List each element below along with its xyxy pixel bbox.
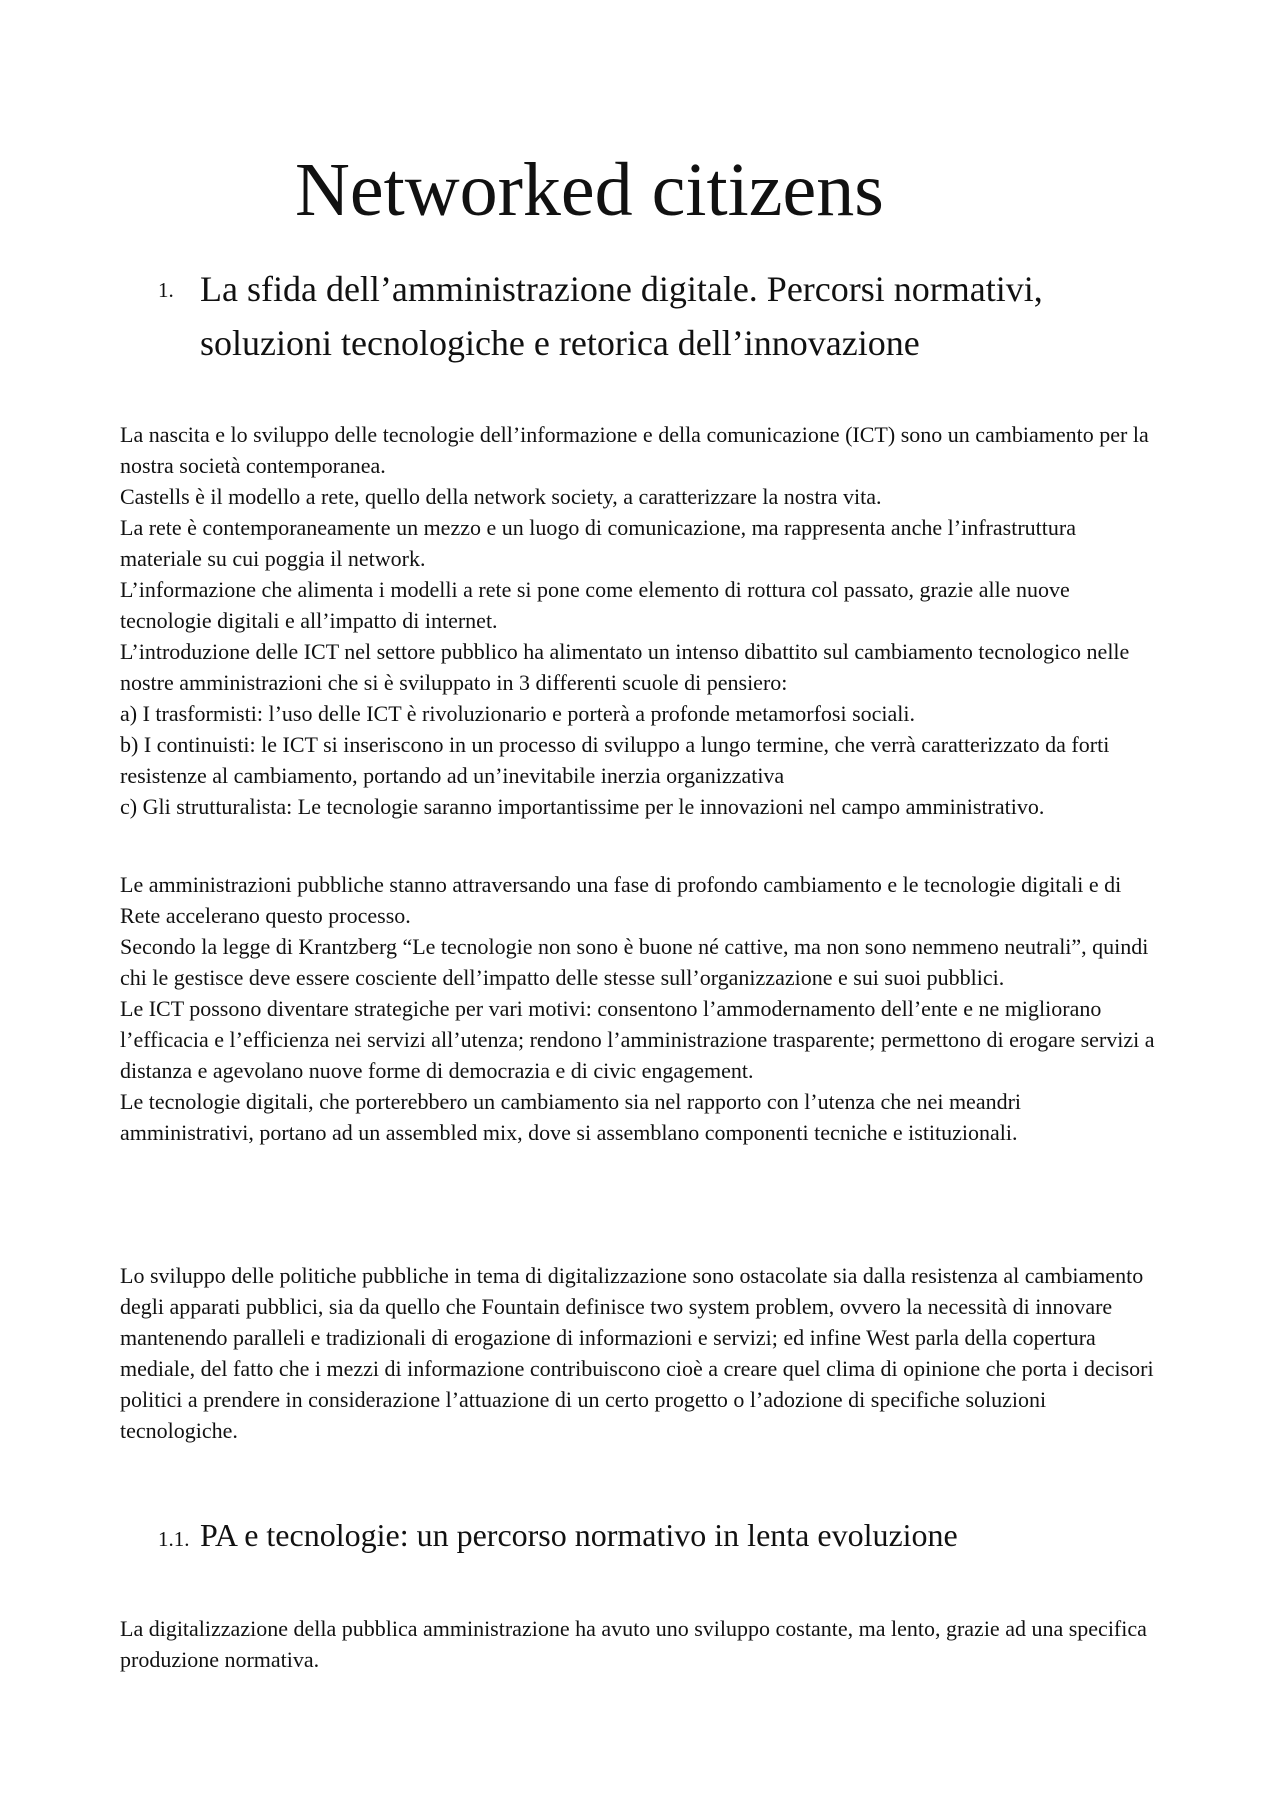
- paragraph: Le amministrazioni pubbliche stanno attraversando una fase di profondo cambiamento e le tecnologie digitali e di Rete accelerano questo processo.: [120, 872, 1122, 928]
- paragraph: Secondo la legge di Krantzberg “Le tecnologie non sono è buone né cattive, ma non sono nemmeno neutrali”, quindi chi le gestisce deve essere cosciente dell’impatto delle stesse sull’organizzazione e sui suoi pubblici.: [120, 934, 1149, 990]
- paragraph: Le tecnologie digitali, che porterebbero un cambiamento sia nel rapporto con l’utenza che nei meandri amministrativi, portano ad un assembled mix, dove si assemblano componenti tecniche e istituzionali.: [120, 1089, 1022, 1145]
- list-item: a) I trasformisti: l’uso delle ICT è rivoluzionario e porterà a profonde metamorfosi sociali.: [120, 701, 916, 726]
- section-heading-line-1: La sfida dell’amministrazione digitale. Percorsi normativi,: [200, 269, 1043, 309]
- paragraph: La nascita e lo sviluppo delle tecnologie dell’informazione e della comunicazione (ICT) sono un cambiamento per la nostra società contemporanea.: [120, 422, 1149, 478]
- subsection-number: 1.1.: [158, 1527, 190, 1551]
- paragraph: L’introduzione delle ICT nel settore pubblico ha alimentato un intenso dibattito sul cambiamento tecnologico nelle nostre amministrazioni che si è sviluppato in 3 differenti scuole di pensiero:: [120, 639, 1130, 695]
- section-number: 1.: [158, 278, 174, 302]
- paragraph-block-digitalization: [120, 1613, 1160, 1675]
- paragraph: La rete è contemporaneamente un mezzo e un luogo di comunicazione, ma rappresenta anche l’infrastruttura materiale su cui poggia il network.: [120, 515, 1076, 571]
- paragraph: Lo sviluppo delle politiche pubbliche in tema di digitalizzazione sono ostacolate sia dalla resistenza al cambiamento degli apparati pubblici, sia da quello che Fountain definisce two system problem, ovvero la necessità di innovare mantenendo paralleli e tradizionali di erogazione di informazioni e servizi; ed infine West parla della copertura mediale, del fatto che i mezzi di informazione contribuiscono cioè a creare quel clima di opinione che porta i decisori politici a prendere in considerazione l’attuazione di un certo progetto o l’adozione di specifiche soluzioni tecnologiche.: [120, 1263, 1154, 1443]
- section-heading-1: [158, 262, 1158, 370]
- paragraph: Le ICT possono diventare strategiche per vari motivi: consentono l’ammodernamento dell’ente e ne migliorano l’efficacia e l’efficienza nei servizi all’utenza; rendono l’amministrazione trasparente; permettono di erogare servizi a distanza e agevolano nuove forme di democrazia e di civic engagement.: [120, 996, 1155, 1083]
- paragraph: Castells è il modello a rete, quello della network society, a caratterizzare la nostra vita.: [120, 484, 882, 509]
- subsection-heading-text: PA e tecnologie: un percorso normativo in lenta evoluzione: [200, 1517, 958, 1553]
- document-title: Networked citizens: [295, 148, 884, 232]
- paragraph-block-intro: [120, 419, 1160, 822]
- paragraph: La digitalizzazione della pubblica amministrazione ha avuto uno sviluppo costante, ma lento, grazie ad una specifica produzione normativa.: [120, 1616, 1147, 1672]
- paragraph: L’informazione che alimenta i modelli a rete si pone come elemento di rottura col passato, grazie alle nuove tecnologie digitali e all’impatto di internet.: [120, 577, 1070, 633]
- paragraph-block-policies: [120, 1260, 1160, 1446]
- paragraph-block-ict: [120, 869, 1160, 1148]
- section-heading-line-2: soluzioni tecnologiche e retorica dell’innovazione: [200, 323, 920, 363]
- subsection-heading: [158, 1508, 1158, 1562]
- list-item: b) I continuisti: le ICT si inseriscono in un processo di sviluppo a lungo termine, che verrà caratterizzato da forti resistenze al cambiamento, portando ad un’inevitabile inerzia organizzativa: [120, 732, 1110, 788]
- list-item: c) Gli strutturalista: Le tecnologie saranno importantissime per le innovazioni nel campo amministrativo.: [120, 794, 1045, 819]
